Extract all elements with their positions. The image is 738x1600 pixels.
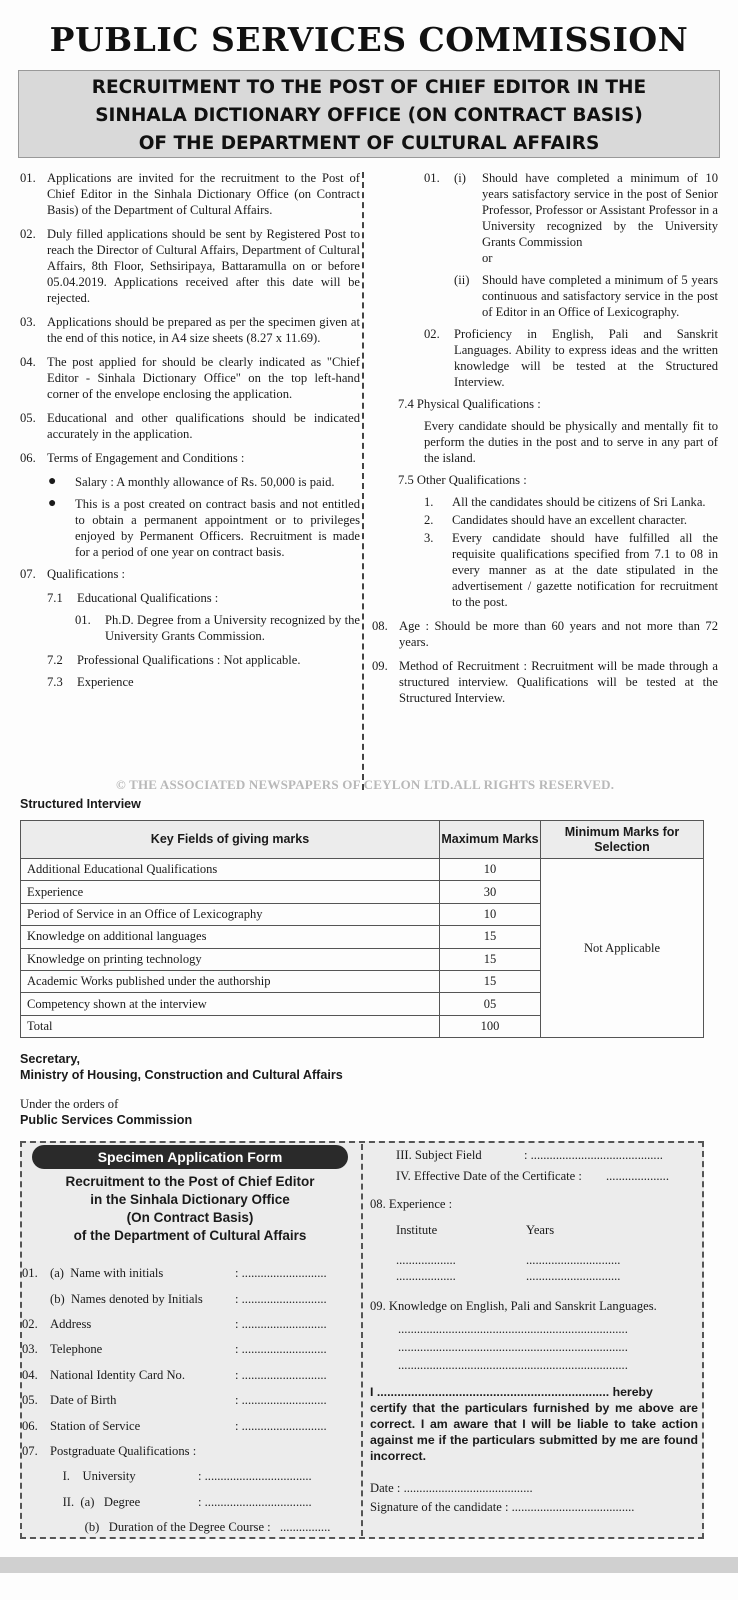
field-cell: Total <box>21 1015 440 1037</box>
form-row <box>22 1490 352 1515</box>
max-marks-cell: 15 <box>440 970 541 992</box>
form-row-number: 03. <box>22 1342 38 1357</box>
bullet-dot-icon: ● <box>48 496 57 511</box>
form-row-label: (b) Names denoted by Initials <box>50 1291 203 1306</box>
form-row-label: National Identity Card No. <box>50 1367 186 1382</box>
paragraph-06 <box>20 450 360 466</box>
form-row <box>22 1439 352 1464</box>
paragraph-05 <box>20 410 360 442</box>
form-row-dots: : ........................... <box>235 1291 327 1306</box>
form-row-dots: : ........................... <box>235 1367 327 1382</box>
form-row-label: Postgraduate Qualifications : <box>50 1443 197 1458</box>
sub-number: 7.1 <box>47 591 63 605</box>
max-marks-cell: 100 <box>440 1015 541 1037</box>
field-cell: Competency shown at the interview <box>21 993 440 1015</box>
para-text: Qualifications : <box>47 567 125 581</box>
other-qualification-item <box>424 512 718 528</box>
sub-number: 7.3 <box>47 675 63 689</box>
min-marks-cell: Not Applicable <box>541 859 704 1038</box>
form-row <box>22 1286 352 1311</box>
bullet-text: This is a post created on contract basis and not entitled to obtain a permanent appointment or to privileges enjoyed by Permanent Officers. Recruitment is made for a period of one year on contract basis. <box>75 497 360 559</box>
para-text: Terms of Engagement and Conditions : <box>47 451 245 465</box>
experience-02 <box>372 326 718 390</box>
field-dots: ......................................................................... <box>398 1358 628 1372</box>
form-row-number: 06. <box>22 1418 38 1433</box>
paragraph-04 <box>20 354 360 402</box>
form-row <box>22 1337 352 1362</box>
form-row-label: II. (a) Degree <box>50 1494 141 1509</box>
bullet-dot-icon: ● <box>48 474 57 489</box>
para-number: 09. <box>372 659 388 673</box>
para-text: Method of Recruitment : Recruitment will be made through a structured interview. Qualifications will be tested at the Structured Interview. <box>399 659 718 705</box>
ministry-line: Ministry of Housing, Construction and Cultural Affairs <box>20 1068 343 1082</box>
para-number: 07. <box>20 567 36 581</box>
form-row-label: I. University <box>50 1469 136 1484</box>
field-dots: ......................................................................... <box>398 1340 628 1354</box>
paragraph-07 <box>20 566 360 582</box>
form-row-label: Address <box>50 1316 92 1331</box>
left-column <box>20 170 360 696</box>
field-cell: Period of Service in an Office of Lexicography <box>21 903 440 925</box>
form-row-number: 04. <box>22 1367 38 1382</box>
form-row-dots: ................ <box>280 1520 331 1535</box>
max-marks-cell: 15 <box>440 926 541 948</box>
para-text: Age : Should be more than 60 years and not more than 72 years. <box>399 619 718 649</box>
form-row-number: 07. <box>22 1443 38 1458</box>
form-row-dots: : ........................... <box>235 1393 327 1408</box>
item-number: 2. <box>424 513 434 527</box>
item-text: Every candidate should have fulfilled all the requisite qualifications specified from 7.1 to 08 in every manner as at the date stipulated in the advertisement / gazette notification for recruitment to the post. <box>452 531 718 609</box>
subtitle-line: SINHALA DICTIONARY OFFICE (ON CONTRACT BASIS) <box>95 105 643 126</box>
header-min-marks-text: Minimum Marks for Selection <box>564 824 680 854</box>
field-dots: .................... <box>606 1168 669 1183</box>
form-row <box>22 1515 352 1540</box>
field-cell: Additional Educational Qualifications <box>21 859 440 881</box>
item-number: 02. <box>424 327 440 341</box>
field-cell: Experience <box>21 881 440 903</box>
field-dots: ................... <box>396 1253 456 1267</box>
field-label: IV. Effective Date of the Certificate : <box>396 1168 582 1183</box>
sub-text: Experience <box>77 675 134 689</box>
qualification-7-1 <box>47 590 360 606</box>
cert-body: certify that the particulars furnished by me above are correct. I am aware that I will be liable to take action against me if the particulars submitted by me are found incorrect. <box>370 1401 698 1463</box>
commission-line: Public Services Commission <box>20 1113 193 1127</box>
form-title <box>30 1173 350 1245</box>
max-marks-cell: 30 <box>440 881 541 903</box>
form-title-line: (On Contract Basis) <box>126 1210 254 1225</box>
form-row-number: 02. <box>22 1316 38 1331</box>
form-fields-left <box>22 1261 352 1540</box>
secretary-line: Secretary, <box>20 1052 80 1066</box>
field-cell: Knowledge on printing technology <box>21 948 440 970</box>
form-date-line: Date : ......................................... <box>370 1481 533 1495</box>
form-row-effective-date <box>370 1165 698 1186</box>
form-experience-label: 08. Experience : <box>370 1197 453 1211</box>
form-row <box>22 1388 352 1413</box>
form-column-divider <box>361 1144 363 1536</box>
copyright-watermark: © THE ASSOCIATED NEWSPAPERS OF CEYLON LTD.ALL RIGHTS RESERVED. <box>116 777 615 792</box>
form-languages-lines <box>370 1320 698 1374</box>
institute-header: Institute <box>396 1223 438 1237</box>
subtitle-line: OF THE DEPARTMENT OF CULTURAL AFFAIRS <box>138 133 600 154</box>
experience-01-ii <box>372 272 718 320</box>
bullet-salary <box>48 474 360 490</box>
table-header-row <box>21 821 704 859</box>
sub-text: Ph.D. Degree from a University recognized by the University Grants Commission. <box>105 613 360 643</box>
form-row-dots: : .................................. <box>198 1469 312 1484</box>
paragraph-09 <box>372 658 718 706</box>
sub-text: Educational Qualifications : <box>77 591 219 605</box>
form-experience-row <box>370 1268 698 1284</box>
form-experience-headers <box>370 1222 698 1242</box>
form-row-dots: : .................................. <box>198 1494 312 1509</box>
para-number: 03. <box>20 315 36 329</box>
para-text: The post applied for should be clearly indicated as "Chief Editor - Sinhala Dictionary Office" on the top left-hand corner of the envelope enclosing the application. <box>47 355 360 401</box>
item-number: 01. <box>424 171 440 185</box>
qualification-7-2 <box>47 652 360 668</box>
other-qualifications-heading: 7.5 Other Qualifications : <box>398 473 527 487</box>
form-row-label: Date of Birth <box>50 1393 117 1408</box>
table-body <box>21 859 704 1038</box>
form-row <box>22 1413 352 1438</box>
field-cell: Academic Works published under the authorship <box>21 970 440 992</box>
header-min-marks <box>541 821 704 859</box>
form-row-label: (b) Duration of the Degree Course : <box>50 1520 271 1535</box>
form-row-number: 01. <box>22 1266 38 1281</box>
form-fields-right <box>370 1144 698 1515</box>
field-dots: .............................. <box>526 1269 621 1283</box>
years-header: Years <box>526 1223 555 1237</box>
field-dots: .............................. <box>526 1253 621 1267</box>
bullet-text: Salary : A monthly allowance of Rs. 50,000 is paid. <box>75 475 335 489</box>
form-title-line: in the Sinhala Dictionary Office <box>90 1192 290 1207</box>
header-max-marks <box>440 821 541 859</box>
form-row-dots: : ........................... <box>235 1266 327 1281</box>
para-number: 05. <box>20 411 36 425</box>
form-row-dots: : ........................... <box>235 1316 327 1331</box>
form-languages-label: 09. Knowledge on English, Pali and Sanskrit Languages. <box>370 1299 657 1313</box>
para-text: Applications are invited for the recruitment to the Post of Chief Editor in the Sinhala Dictionary Office (on Contract Basis) of the Department of Cultural Affairs. <box>47 171 360 217</box>
item-subnumber: (i) <box>454 171 466 185</box>
certification-text <box>370 1384 698 1464</box>
cert-line: I .................................................................... hereby <box>370 1385 653 1399</box>
form-row <box>22 1464 352 1489</box>
qualification-7-1-01 <box>75 612 360 644</box>
item-text: Proficiency in English, Pali and Sanskrit Languages. Ability to express ideas and the written knowledge will be tested at the Structured Interview. <box>454 327 718 389</box>
form-experience-row <box>370 1252 698 1268</box>
max-marks-cell: 10 <box>440 859 541 881</box>
other-qualification-item <box>424 494 718 510</box>
signature-block <box>20 1051 343 1083</box>
form-signature-line: Signature of the candidate : ....................................... <box>370 1500 635 1514</box>
experience-01-i <box>372 170 718 266</box>
or-text: or <box>482 251 493 265</box>
item-text: Should have completed a minimum of 5 years continuous and satisfactory service in the post of Editor in an Office of Lexicography. <box>482 273 718 319</box>
field-cell: Knowledge on additional languages <box>21 926 440 948</box>
item-text-body: Should have completed a minimum of 10 years satisfactory service in the post of Senior Professor, Professor or Assistant Professor in a University recognized by the University Grants Commission <box>482 171 718 249</box>
physical-qualifications-heading: 7.4 Physical Qualifications : <box>398 397 541 411</box>
form-title-line: of the Department of Cultural Affairs <box>73 1228 307 1243</box>
structured-interview-label: Structured Interview <box>20 797 141 811</box>
item-number: 1. <box>424 495 434 509</box>
header-key-fields: Key Fields of giving marks <box>21 821 440 859</box>
subtitle-box <box>18 70 720 158</box>
item-number: 3. <box>424 531 434 545</box>
field-label: III. Subject Field <box>396 1147 482 1162</box>
physical-qualifications-text: Every candidate should be physically and mentally fit to perform the duties in the post and to serve in any part of the island. <box>424 419 718 465</box>
paragraph-03 <box>20 314 360 346</box>
table-row <box>21 859 704 881</box>
para-text: Educational and other qualifications should be indicated accurately in the application. <box>47 411 360 441</box>
form-title-line: Recruitment to the Post of Chief Editor <box>65 1174 315 1189</box>
para-text: Duly filled applications should be sent by Registered Post to reach the Director of Cultural Affairs, Department of Cultural Affairs, 8th Floor, Sethsiripaya, Battaramulla on or before 05.04.2019. Applications received after this date will be rejected. <box>47 227 360 305</box>
field-dots: ................... <box>396 1269 456 1283</box>
para-number: 02. <box>20 227 36 241</box>
sub-number: 7.2 <box>47 653 63 667</box>
paragraph-01 <box>20 170 360 218</box>
form-row-dots: : ........................... <box>235 1418 327 1433</box>
item-text: Candidates should have an excellent character. <box>452 513 687 527</box>
right-column <box>372 170 718 714</box>
orders-line: Under the orders of <box>20 1097 119 1111</box>
qualification-7-3 <box>47 674 360 690</box>
max-marks-cell: 05 <box>440 993 541 1015</box>
paragraph-08 <box>372 618 718 650</box>
main-title: PUBLIC SERVICES COMMISSION <box>49 20 689 59</box>
form-row-dots: : ........................... <box>235 1342 327 1357</box>
orders-block <box>20 1096 192 1128</box>
subtitle-line: RECRUITMENT TO THE POST OF CHIEF EDITOR IN THE <box>91 77 647 98</box>
form-row-label: Station of Service <box>50 1418 141 1433</box>
item-text: All the candidates should be citizens of Sri Lanka. <box>452 495 706 509</box>
form-row <box>22 1312 352 1337</box>
max-marks-cell: 15 <box>440 948 541 970</box>
field-dots: ......................................................................... <box>398 1322 628 1336</box>
para-number: 01. <box>20 171 36 185</box>
para-number: 08. <box>372 619 388 633</box>
para-number: 06. <box>20 451 36 465</box>
item-subnumber: (ii) <box>454 273 470 287</box>
bottom-bar <box>0 1557 738 1573</box>
item-text <box>482 170 718 266</box>
bullet-contract <box>48 496 360 560</box>
field-dots: : .......................................... <box>524 1147 663 1162</box>
para-number: 04. <box>20 355 36 369</box>
max-marks-cell: 10 <box>440 903 541 925</box>
form-header-badge: Specimen Application Form <box>32 1145 348 1169</box>
marks-table <box>20 820 704 1038</box>
paragraph-02 <box>20 226 360 306</box>
para-text: Applications should be prepared as per the specimen given at the end of this notice, in A4 size sheets (8.27 x 11.69). <box>47 315 360 345</box>
column-divider <box>362 172 364 790</box>
sub-text: Professional Qualifications : Not applicable. <box>77 653 301 667</box>
form-row <box>22 1261 352 1286</box>
header-max-marks-text: Maximum Marks <box>441 832 539 846</box>
form-row-subject <box>370 1144 698 1165</box>
other-qualification-item <box>424 530 718 610</box>
form-row <box>22 1363 352 1388</box>
form-row-label: (a) Name with initials <box>50 1266 164 1281</box>
sub-number: 01. <box>75 613 91 627</box>
form-row-number: 05. <box>22 1393 38 1408</box>
form-row-label: Telephone <box>50 1342 103 1357</box>
